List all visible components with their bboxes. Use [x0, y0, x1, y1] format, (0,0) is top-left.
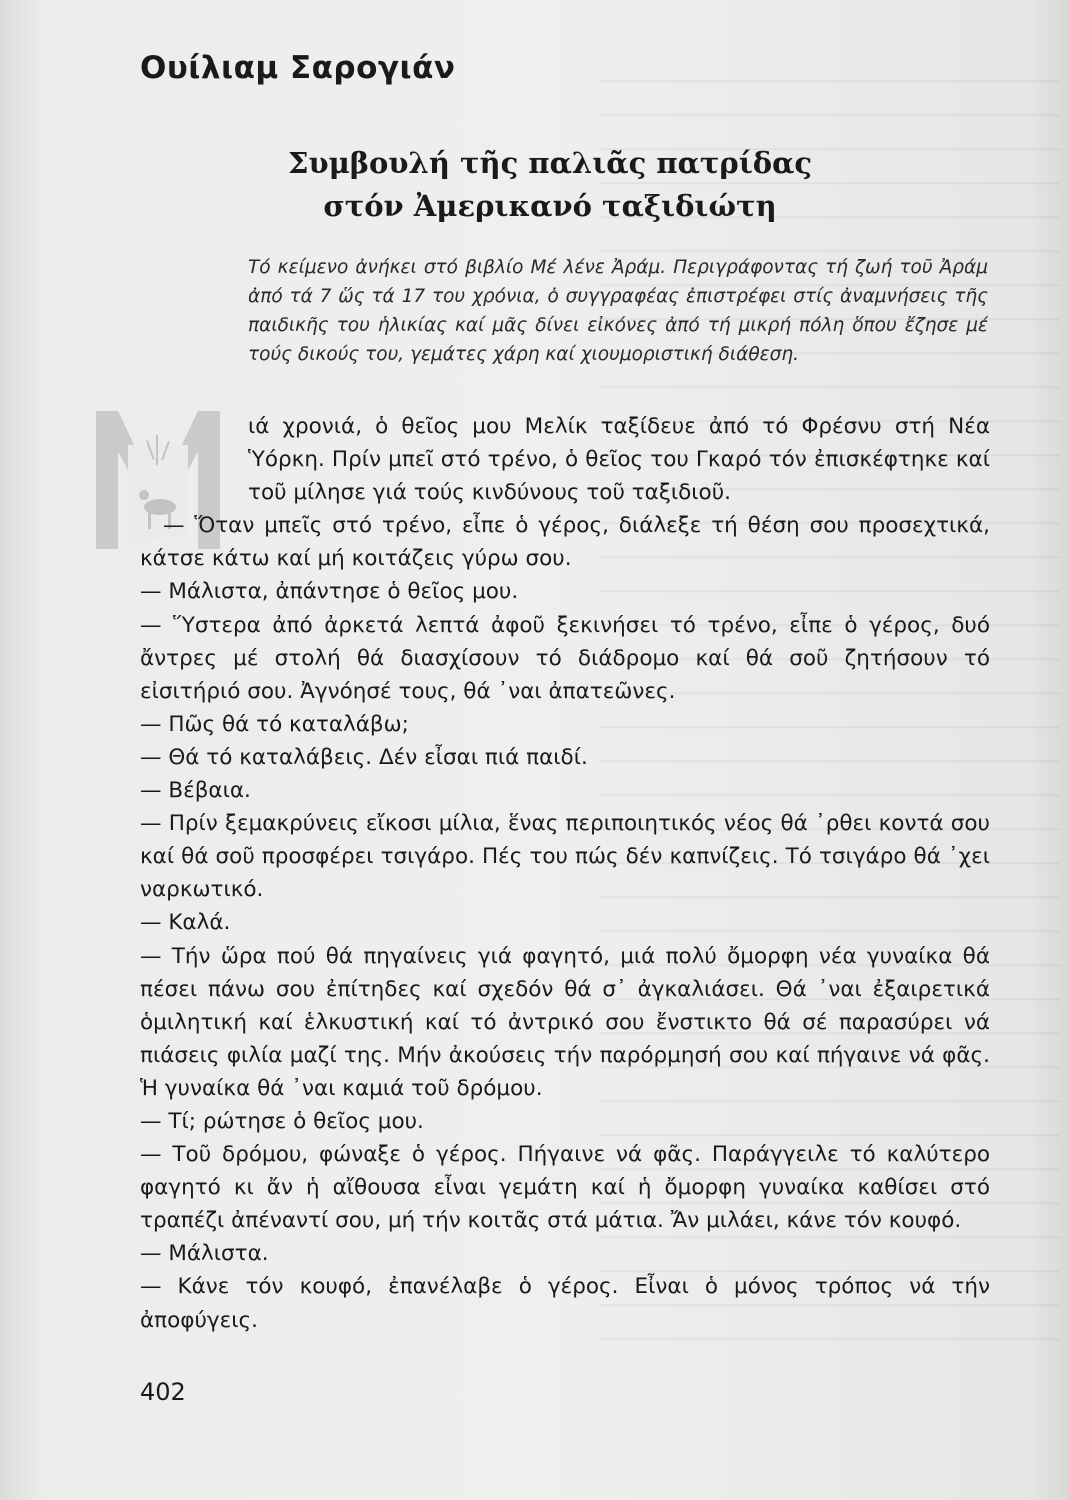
- dialog-line: — Πρίν ξεμακρύνεις εἴκοσι μίλια, ἕνας περιποιητικός νέος θά ᾿ρθει κοντά σου καί θά σοῦ προσφέρει τσιγάρο. Πές του πώς δέν καπνίζεις. Τό τσιγάρο θά ᾿χει ναρκωτικό.: [140, 811, 990, 903]
- title-line-2: στόν Ἀμερικανό ταξιδιώτη: [323, 189, 777, 223]
- story-body: [140, 410, 990, 1337]
- page-number: 402: [140, 1378, 186, 1406]
- dialog-line: — Πῶς θά τό καταλάβω;: [140, 711, 409, 737]
- dialog-line: — Καλά.: [140, 910, 231, 936]
- story-title: [240, 142, 860, 228]
- dialog-line: — Βέβαια.: [140, 778, 251, 804]
- dialog-line: — Μάλιστα, ἀπάντησε ὁ θεῖος μου.: [140, 579, 519, 605]
- dialog-line: — Ὕστερα ἀπό ἀρκετά λεπτά ἀφοῦ ξεκινήσει τό τρένο, εἶπε ὁ γέρος, δυό ἄντρες μέ στολή θά διασχίσουν τό διάδρομο καί θά σοῦ ζητήσουν τό εἰσιτήριό σου. Ἀγνόησέ τους, θά ᾿ναι ἀπατεῶνες.: [140, 612, 990, 704]
- dialog-line: — Ὅταν μπεῖς στό τρένο, εἶπε ὁ γέρος, διάλεξε τή θέση σου προσεχτικά, κάτσε κάτω καί μή κοιτάζεις γύρω σου.: [140, 513, 990, 572]
- intro-note: Τό κείμενο ἀνήκει στό βιβλίο Μέ λένε Ἀράμ. Περιγράφοντας τή ζωή τοῦ Ἀράμ ἀπό τά 7 ὥς τά 17 του χρόνια, ὁ συγγραφέας ἐπιστρέφει στίς ἀναμνήσεις τῆς παιδικῆς του ἡλικίας καί μᾶς δίνει εἰκόνες ἀπό τή μικρή πόλη ὅπου ἔζησε μέ τούς δικούς του, γεμάτες χάρη καί χιουμοριστική διάθεση.: [248, 257, 988, 365]
- dialog-line: — Τοῦ δρόμου, φώναξε ὁ γέρος. Πήγαινε νά φᾶς. Παράγγειλε τό καλύτερο φαγητό κι ἄν ἡ αἴθουσα εἶναι γεμάτη καί ἡ ὄμορφη γυναίκα καθίσει στό τραπέζι ἀπέναντί σου, μή τήν κοιτᾶς στά μάτια. Ἄν μιλάει, κάνε τόν κουφό.: [140, 1142, 990, 1234]
- dialog-line: — Θά τό καταλάβεις. Δέν εἶσαι πιά παιδί.: [140, 744, 588, 770]
- dialog-line: — Τήν ὥρα πού θά πηγαίνεις γιά φαγητό, μιά πολύ ὄμορφη νέα γυναίκα θά πέσει πάνω σου ἐπίτηδες καί σχεδόν θά σ᾿ ἀγκαλιάσει. Θά ᾿ναι ἐξαιρετικά ὁμιλητική καί ἑλκυστική καί τό ἀντρικό σου ἔνστικτο θά σέ παρασύρει νά πιάσεις φιλία μαζί της. Μήν ἀκούσεις τήν παρόρμησή σου καί πήγαινε νά φᾶς. Ἡ γυναίκα θά ᾿ναι καμιά τοῦ δρόμου.: [140, 943, 990, 1101]
- paragraph-opening: ιά χρονιά, ὁ θεῖος μου Μελίκ ταξίδευε ἀπό τό Φρέσνυ στή Νέα Ὑόρκη. Πρίν μπεῖ στό τρένο, ὁ θεῖος του Γκαρό τόν ἐπισκέφτηκε καί τοῦ μίλησε γιά τούς κινδύνους τοῦ ταξιδιοῦ.: [248, 414, 990, 506]
- author-name: Ουίλιαμ Σαρογιάν: [140, 50, 456, 86]
- title-line-1: Συμβουλή τῆς παλιᾶς πατρίδας: [287, 146, 813, 180]
- dialog-line: — Κάνε τόν κουφό, ἐπανέλαβε ὁ γέρος. Εἶναι ὁ μόνος τρόπος νά τήν ἀποφύγεις.: [140, 1274, 990, 1333]
- dialog-line: — Τί; ρώτησε ὁ θεῖος μου.: [140, 1108, 424, 1134]
- dialog-line: — Μάλιστα.: [140, 1241, 269, 1267]
